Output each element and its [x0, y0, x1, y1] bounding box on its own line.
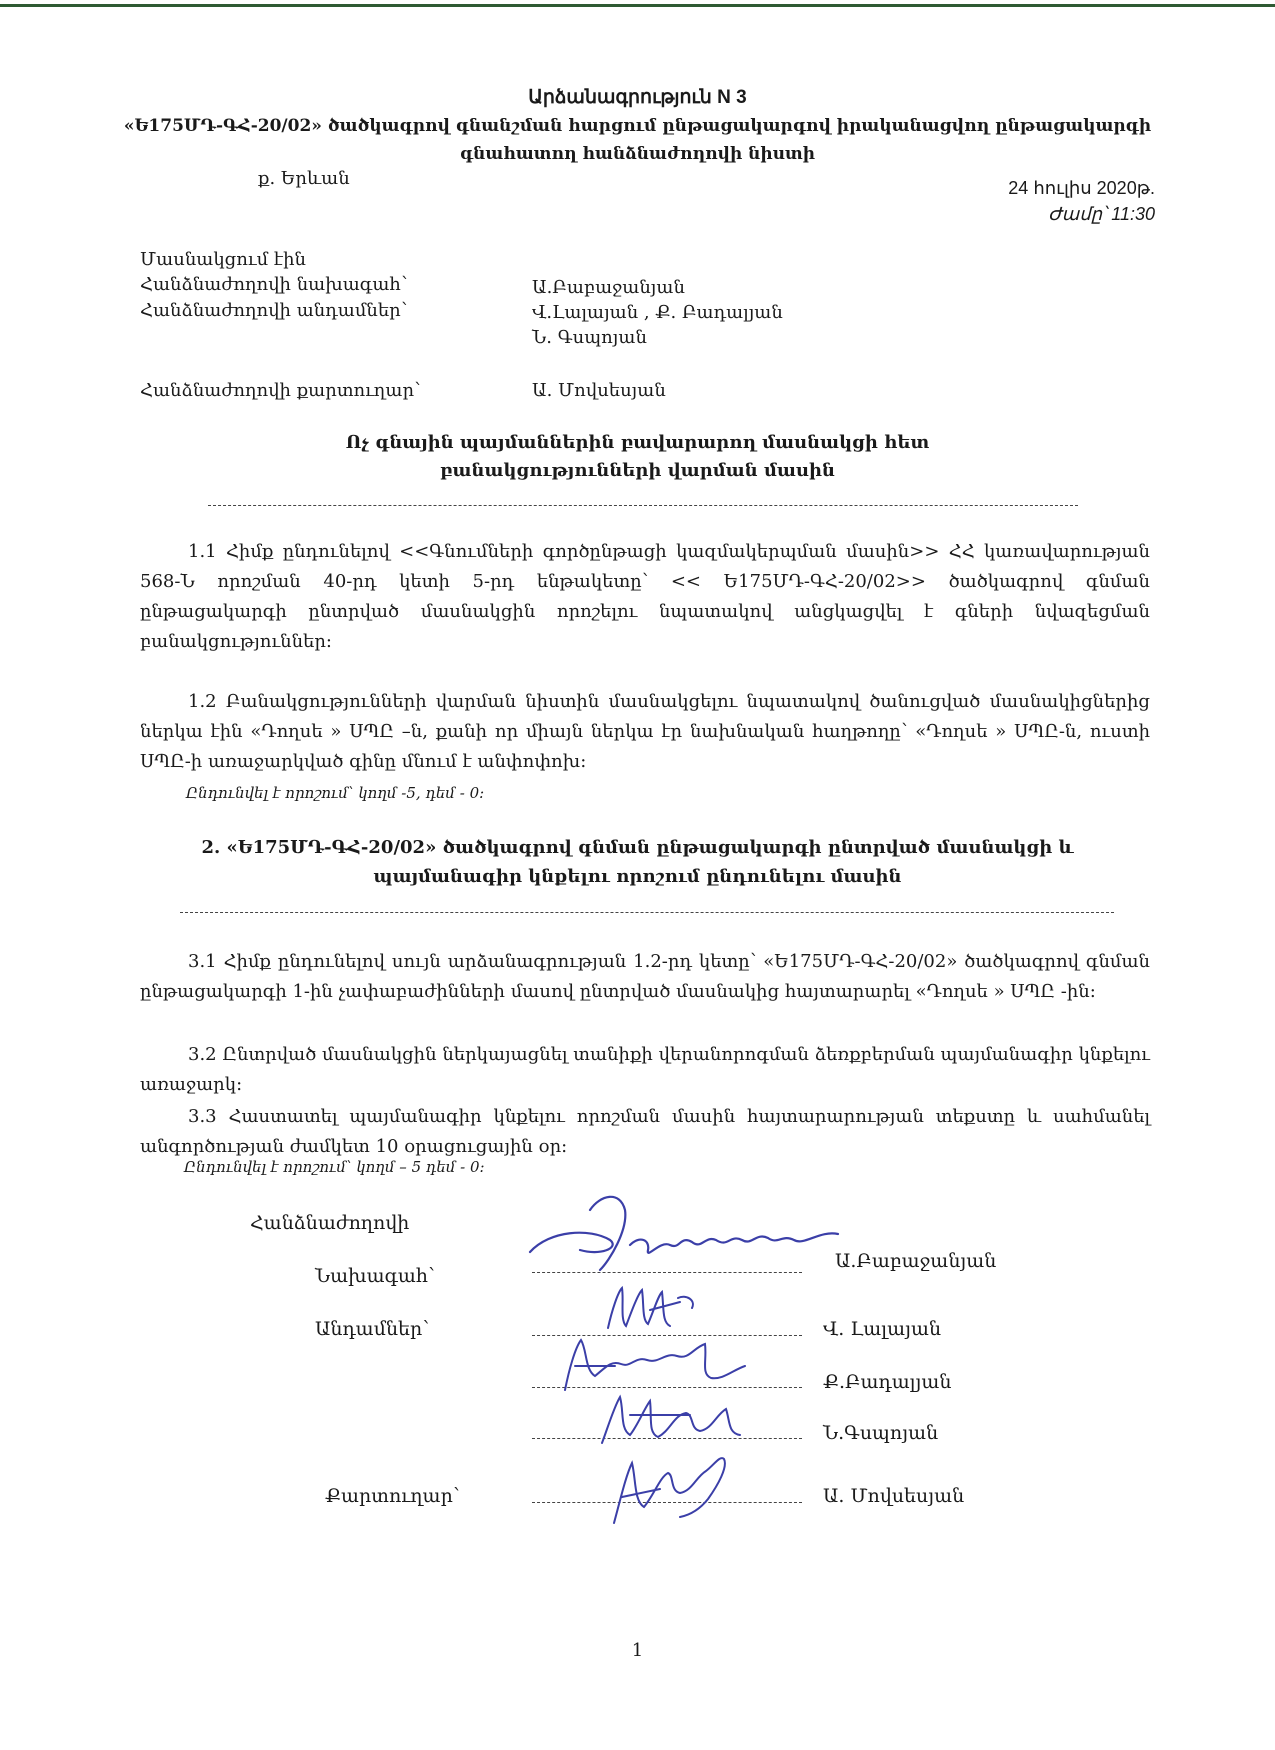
document-subtitle-2: գնահատող հանձնաժողովի նիստի: [459, 144, 815, 164]
chair-signature: [520, 1190, 850, 1280]
document-title: Արձանագրություն N 3: [528, 87, 747, 108]
city: ք. Երևան: [258, 168, 350, 189]
section1-heading-1: Ոչ գնային պայմաններին բավարարող մասնակցի հետ: [345, 432, 930, 453]
section1-paragraph-1: 1.1 Հիմք ընդունելով <<Գնումների գործընթացի կազմակերպման մասին>> ՀՀ կառավարության 568-Ն որոշման 40-րդ կետի 5-րդ ենթակետը՝ << Ե175ՄԴ-ԳՀ-20/02>> ծածկագրով գնման ընթացակարգի ընտրված մասնակցին որոշելու նպատակով անցկացվել է գների նվազեցման բանակցություններ:: [140, 541, 1150, 652]
signatures-members-label: Անդամներ՝: [315, 1318, 430, 1340]
participants-heading: Մասնակցում էին: [140, 249, 306, 270]
members-line-2: Ն. Գսպոյան: [532, 327, 647, 348]
section1-divider: [208, 505, 1078, 506]
section1-paragraph-2: 1.2 Բանակցությունների վարման նիստին մասնակցելու նպատակով ծանուցված մասնակիցներից ներկա էին «Դողսե » ՍՊԸ –ն, քանի որ միայն ներկա էր նախնական հաղթողը՝ «Դողսե » ՍՊԸ-ն, ուստի ՍՊԸ-ի առաջարկված գինը մնում է անփոփոխ:: [140, 691, 1150, 772]
signatures-member-2: Ք.Բադալյան: [823, 1371, 952, 1393]
section1-heading-2: բանակցությունների վարման մասին: [440, 460, 835, 481]
signatures-secretary-label: Քարտուղար՝: [325, 1485, 460, 1507]
time: Ժամը՝ 11:30: [1048, 204, 1155, 224]
section2-vote: Ընդունվել է որոշում՝ կողմ – 5 դեմ - 0:: [184, 1158, 485, 1176]
signatures-chair-label: Նախագահ՝: [315, 1265, 435, 1287]
secretary-signature: [600, 1445, 740, 1530]
members-label: Հանձնաժողովի անդամներ՝: [140, 300, 408, 321]
chair-label: Հանձնաժողովի նախագահ՝: [140, 274, 408, 295]
signatures-chair-name: Ա.Բաբաջանյան: [835, 1250, 997, 1272]
document-subtitle-1: «Ե175ՄԴ-ԳՀ-20/02» ծածկագրով գնանշման հարցում ընթացակարգով իրականացվող ընթացակարգի: [123, 116, 1152, 136]
section2-paragraph-1: 3.1 Հիմք ընդունելով սույն արձանագրության 1.2-րդ կետը՝ «Ե175ՄԴ-ԳՀ-20/02» ծածկագրով գնման ընթացակարգի 1-ին չափաբաժինների մասով ընտրված մասնակից հայտարարել «Դողսե » ՍՊԸ -ին:: [140, 951, 1150, 1002]
page-number: 1: [631, 1640, 644, 1661]
section2-heading-1: 2. «Ե175ՄԴ-ԳՀ-20/02» ծածկագրով գնման ընթացակարգի ընտրված մասնակցի և: [201, 837, 1074, 858]
section2-paragraph-2: 3.2 Ընտրված մասնակցին ներկայացնել տանիքի վերանորոգման ձեռքբերման պայմանագիր կնքելու առաջարկ:: [140, 1044, 1150, 1095]
section2-divider: [180, 912, 1114, 913]
secretary-name: Ա. Մովսեսյան: [532, 380, 666, 401]
chair-name: Ա.Բաբաջանյան: [532, 277, 685, 298]
date: 24 հուլիս 2020թ.: [1008, 178, 1155, 198]
section2-paragraph-3: 3.3 Հաստատել պայմանագիր կնքելու որոշման մասին հայտարարության տեքստը և սահմանել անգործության ժամկետ 10 օրացուցային օր:: [140, 1106, 1150, 1157]
signatures-member-3: Ն.Գսպոյան: [823, 1422, 939, 1444]
signatures-committee-label: Հանձնաժողովի: [250, 1212, 410, 1234]
section2-heading-2: պայմանագիր կնքելու որոշում ընդունելու մասին: [373, 866, 902, 887]
top-border: [0, 4, 1275, 7]
signatures-member-1: Վ. Լալայան: [823, 1318, 942, 1340]
members-line-1: Վ.Լալայան , Ք. Բադալյան: [532, 302, 783, 323]
section1-vote: Ընդունվել է որոշում՝ կողմ -5, դեմ - 0:: [186, 784, 485, 802]
secretary-label: Հանձնաժողովի քարտուղար՝: [140, 380, 421, 401]
signatures-secretary-name: Ա. Մովսեսյան: [823, 1485, 965, 1507]
